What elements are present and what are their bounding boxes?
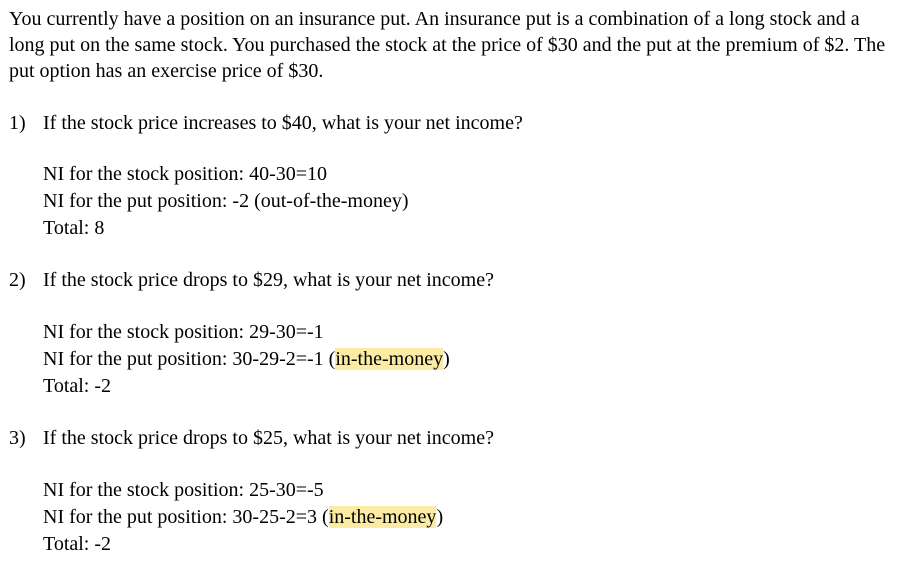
- put-position-line: [43, 188, 914, 215]
- put-position-text: NI for the put position: 30-25-2=3 (: [43, 506, 329, 528]
- question-2: [9, 267, 914, 293]
- answer-3: [43, 477, 914, 558]
- put-position-line: [43, 346, 914, 373]
- put-position-text: NI for the put position: 30-29-2=-1 (: [43, 348, 336, 370]
- total-line: Total: -2: [43, 533, 112, 555]
- stock-position-line: NI for the stock position: 40-30=10: [43, 163, 328, 185]
- put-position-close: ): [436, 506, 444, 528]
- put-position-line: [43, 504, 914, 531]
- intro-paragraph: You currently have a position on an insurance put. An insurance put is a combination of a long stock and a long put on the same stock. You purchased the stock at the price of $30 and the put at the premium of $2. The put option has an exercise price of $30.: [9, 8, 886, 82]
- question-text: If the stock price increases to $40, what is your net income?: [43, 112, 523, 134]
- question-number: 3): [9, 427, 26, 449]
- put-status-highlight: in-the-money: [335, 348, 444, 370]
- put-status: out-of-the-money: [260, 190, 402, 212]
- question-number: 2): [9, 269, 26, 291]
- question-number: 1): [9, 112, 26, 134]
- stock-position-line: NI for the stock position: 29-30=-1: [43, 321, 324, 343]
- stock-position-line: NI for the stock position: 25-30=-5: [43, 479, 324, 501]
- put-status-highlight: in-the-money: [328, 506, 437, 528]
- total-line: Total: -2: [43, 375, 112, 397]
- question-1: [9, 110, 914, 136]
- put-position-close: ): [443, 348, 450, 370]
- answer-2: [43, 319, 914, 400]
- question-3: [9, 425, 914, 451]
- answer-1: [43, 161, 914, 242]
- put-position-text: NI for the put position: -2 (: [43, 190, 261, 212]
- question-text: If the stock price drops to $29, what is your net income?: [43, 269, 494, 291]
- question-text: If the stock price drops to $25, what is your net income?: [43, 427, 494, 449]
- put-position-close: ): [401, 190, 409, 212]
- total-line: Total: 8: [43, 217, 105, 239]
